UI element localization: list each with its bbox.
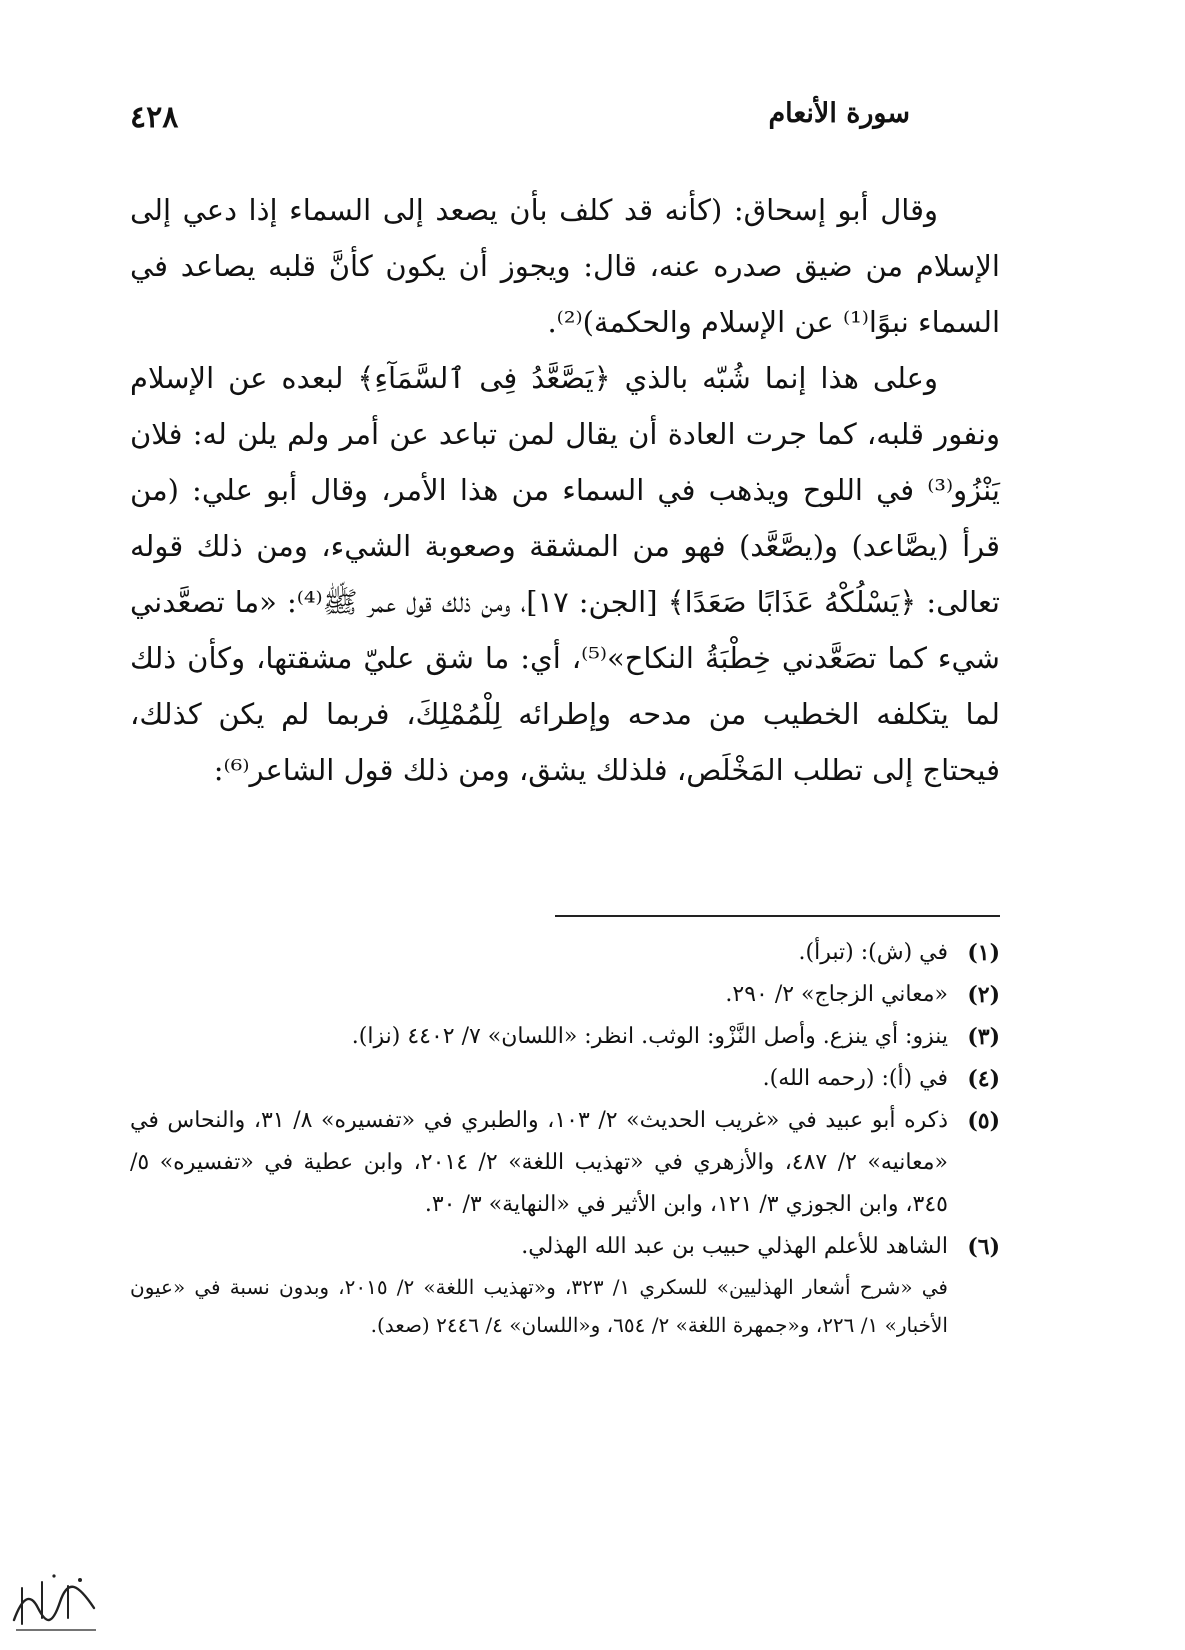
footnotes [130, 932, 1000, 1344]
footnote-4 [130, 1058, 1000, 1100]
main-text [130, 182, 1000, 798]
footnote-6-continuation: في «شرح أشعار الهذليين» للسكري ١/ ٣٢٣، و«تهذيب اللغة» ٢/ ٢٠١٥، وبدون نسبة في «عيون الأخبار» ١/ ٢٢٦، و«جمهرة اللغة» ٢/ ٦٥٤، و«اللسان» ٤/ ٢٤٤٦ (صعد). [130, 1275, 948, 1337]
footnote-divider [555, 915, 1000, 917]
footnote-3 [130, 1016, 1000, 1058]
footnote-text: ذكره أبو عبيد في «غريب الحديث» ٢/ ١٠٣، والطبري في «تفسيره» ٨/ ٣١، والنحاس في «معانيه» ٢/ ٤٨٧، والأزهري في «تهذيب اللغة» ٢/ ٢٠١٤، وابن عطية في «تفسيره» ٥/ ٣٤٥، وابن الجوزي ٣/ ١٢١، وابن الأثير في «النهاية» ٣/ ٣٠. [130, 1108, 949, 1217]
footnote-text: ينزو: أي ينزع. وأصل النَّزْو: الوثب. انظر: «اللسان» ٧/ ٤٤٠٢ (نزا). [351, 1024, 948, 1049]
footnote-1 [130, 932, 1000, 974]
paragraph-1: وقال أبو إسحاق: (كأنه قد كلف بأن يصعد إلى السماء إذا دعي إلى الإسلام من ضيق صدره عنه، قال: ويجوز أن يكون كأنَّ قلبه يصاعد في السماء نبوًا⁽¹⁾ عن الإسلام والحكمة)⁽²⁾. [130, 193, 1000, 339]
footnote-6 [130, 1226, 1000, 1268]
page-number: ٤٢٨ [130, 100, 179, 135]
page-header [130, 98, 1000, 148]
footnote-number: (٣) [967, 1024, 1000, 1050]
footnote-2 [130, 974, 1000, 1016]
surah-title: سورة الأنعام [768, 98, 910, 129]
footnote-text: في (ش): (تبرأ). [798, 940, 948, 965]
book-page [130, 0, 1000, 1650]
footnote-number: (٤) [967, 1066, 1000, 1092]
footnote-text: الشاهد للأعلم الهذلي حبيب بن عبد الله الهذلي. [521, 1234, 948, 1259]
publisher-logo [8, 1568, 103, 1638]
footnote-5 [130, 1100, 1000, 1226]
footnote-number: (٥) [967, 1108, 1000, 1134]
paragraph-2: وعلى هذا إنما شُبّه بالذي ﴿يَصَّعَّدُ فِى ٱلسَّمَآءِ﴾ لبعده عن الإسلام ونفور قلبه، كما جرت العادة أن يقال لمن تباعد عن أمر ولم يلن له: فلان يَنْزُو⁽³⁾ في اللوح ويذهب في السماء من هذا الأمر، وقال أبو علي: (من قرأ (يصَّاعد) و(يصَّعَّد) فهو من المشقة وصعوبة الشيء، ومن ذلك قوله تعالى: ﴿يَسْلُكْهُ عَذَابًا صَعَدًا﴾ [الجن: ١٧]، ومن ذلك قول عمر ﷺ⁽⁴⁾: «ما تصعَّدني شيء كما تصَعَّدني خِطْبَةُ النكاح»⁽⁵⁾، أي: ما شق عليّ مشقتها، وكأن ذلك لما يتكلفه الخطيب من مدحه وإطرائه لِلْمُمْلِكَ، فربما لم يكن كذلك، فيحتاج إلى تطلب المَخْلَص، فلذلك يشق، ومن ذلك قول الشاعر⁽⁶⁾: [130, 361, 1001, 787]
footnote-number: (٢) [967, 982, 1000, 1008]
footnote-text: «معاني الزجاج» ٢/ ٢٩٠. [725, 982, 948, 1007]
footnote-number: (١) [967, 940, 1000, 966]
footnote-number: (٦) [967, 1234, 1000, 1260]
footnote-text: في (أ): (رحمه الله). [762, 1066, 948, 1091]
